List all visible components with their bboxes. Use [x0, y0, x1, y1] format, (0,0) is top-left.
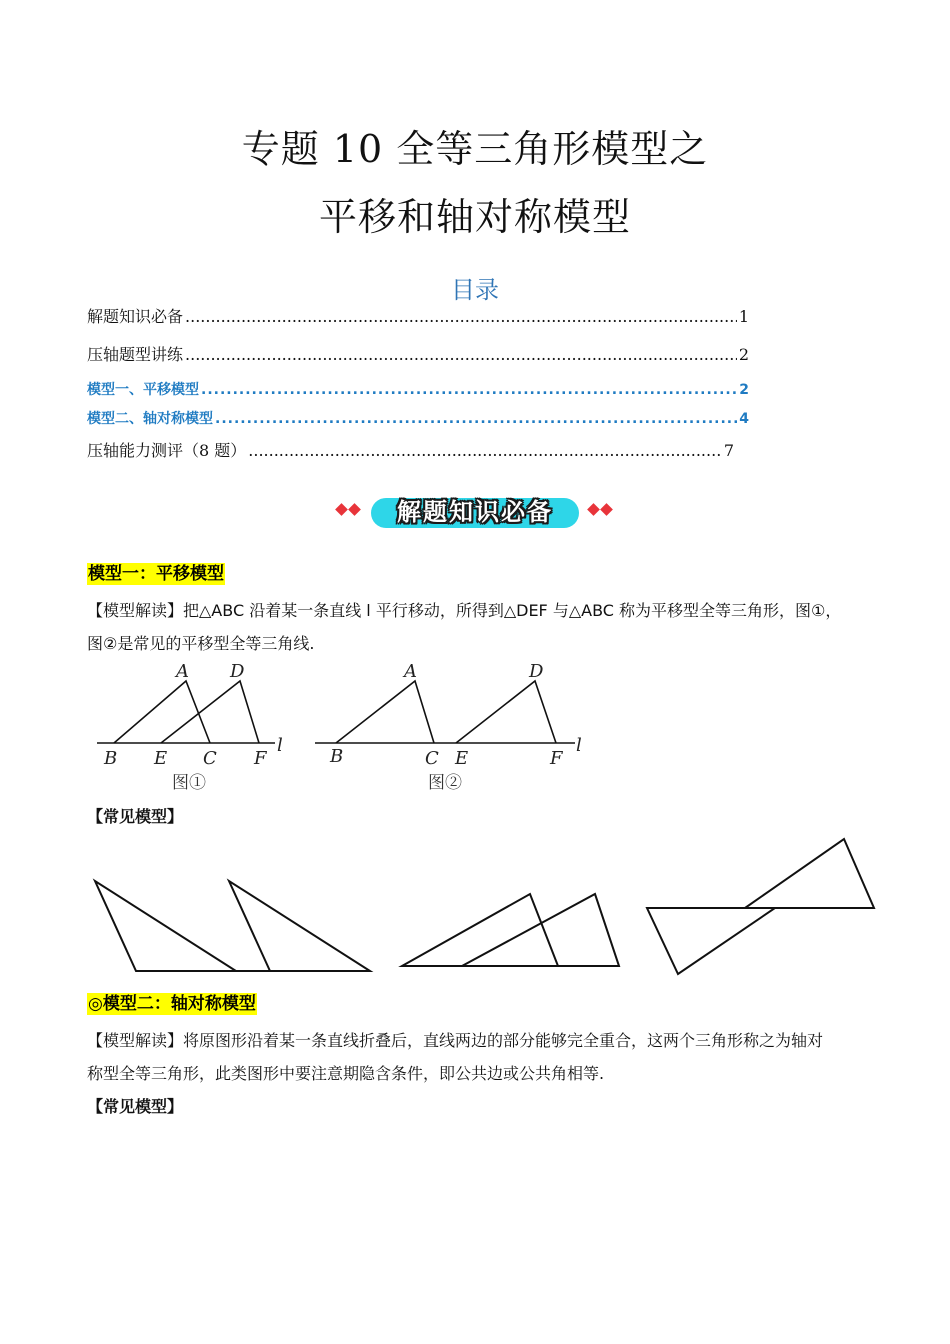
- toc-leader-dots: [201, 382, 737, 398]
- section2-interp-line2: 称型全等三角形，此类图形中要注意期隐含条件，即公共边或公共角相等.: [87, 1064, 605, 1083]
- toc-item-label: 模型一、平移模型: [87, 382, 199, 398]
- section2-heading: ◎模型二：轴对称模型: [88, 994, 256, 1014]
- section1-interp-line1: 【模型解读】把△ABC 沿着某一条直线 l 平行移动，所得到△DEF 与△ABC 称为平移型全等三角形，图①，: [87, 601, 842, 620]
- toc-item-model2[interactable]: [87, 408, 749, 428]
- toc-item-practice[interactable]: [87, 342, 749, 365]
- section1-common-models: 【常见模型】: [87, 807, 184, 826]
- point-label-a: A: [404, 661, 417, 682]
- line-label-l: l: [576, 735, 582, 756]
- translation-figures: [0, 655, 620, 775]
- figure1-caption: 图①: [172, 773, 206, 793]
- point-label-e: E: [455, 748, 469, 769]
- toc-item-page: 7: [723, 441, 734, 460]
- section1-heading: 模型一：平移模型: [88, 564, 224, 584]
- point-label-a: A: [176, 661, 189, 682]
- toc-leader-dots: [185, 345, 737, 364]
- banner-text: 解题知识必备: [397, 498, 553, 526]
- point-label-d: D: [529, 661, 544, 682]
- toc-leader-dots: [215, 411, 737, 427]
- toc-item-label: 模型二、轴对称模型: [87, 411, 213, 427]
- toc-leader-dots: [248, 441, 722, 460]
- diamond-icon: [600, 503, 613, 516]
- point-label-f: F: [550, 748, 563, 769]
- toc-item-label: 压轴能力测评（8 题）: [87, 441, 247, 460]
- point-label-f: F: [254, 748, 267, 769]
- toc-leader-dots: [185, 307, 737, 326]
- model-triangle: [95, 881, 236, 971]
- toc-item-model1[interactable]: [87, 379, 749, 399]
- diamond-icon: [335, 503, 348, 516]
- figure-1: [97, 681, 275, 743]
- model-triangle: [462, 894, 619, 966]
- point-label-b: B: [330, 746, 344, 767]
- diamond-icon: [587, 503, 600, 516]
- point-label-b: B: [104, 748, 118, 769]
- section1-interp-line2: 图②是常见的平移型全等三角线.: [87, 634, 315, 653]
- point-label-d: D: [230, 661, 245, 682]
- figure2-caption: 图②: [428, 773, 462, 793]
- section-banner: [335, 490, 615, 534]
- toc-item-label: 压轴题型讲练: [87, 345, 184, 364]
- toc-heading: 目录: [451, 276, 499, 304]
- point-label-c: C: [425, 748, 439, 769]
- diamond-icon: [348, 503, 361, 516]
- model-triangle: [647, 908, 775, 974]
- figure-2: [315, 681, 575, 743]
- common-translation-models: [0, 830, 950, 990]
- point-label-e: E: [154, 748, 168, 769]
- toc-item-test[interactable]: [87, 438, 734, 461]
- model-triangle: [745, 839, 874, 908]
- point-label-c: C: [203, 748, 217, 769]
- toc-item-page: 4: [739, 411, 749, 427]
- toc-item-page: 2: [738, 345, 749, 364]
- toc-item-page: 1: [738, 307, 749, 326]
- toc-item-page: 2: [739, 382, 749, 398]
- toc-item-knowledge[interactable]: [87, 304, 749, 327]
- section2-common-models: 【常见模型】: [87, 1097, 184, 1116]
- doc-title-line1: 专题 10 全等三角形模型之: [241, 127, 709, 171]
- toc-item-label: 解题知识必备: [87, 307, 184, 326]
- line-label-l: l: [277, 735, 283, 756]
- model-triangle: [229, 881, 370, 971]
- doc-title-line2: 平移和轴对称模型: [318, 195, 631, 239]
- section2-interp-line1: 【模型解读】将原图形沿着某一条直线折叠后，直线两边的部分能够完全重合，这两个三角形称之为轴对: [87, 1031, 824, 1050]
